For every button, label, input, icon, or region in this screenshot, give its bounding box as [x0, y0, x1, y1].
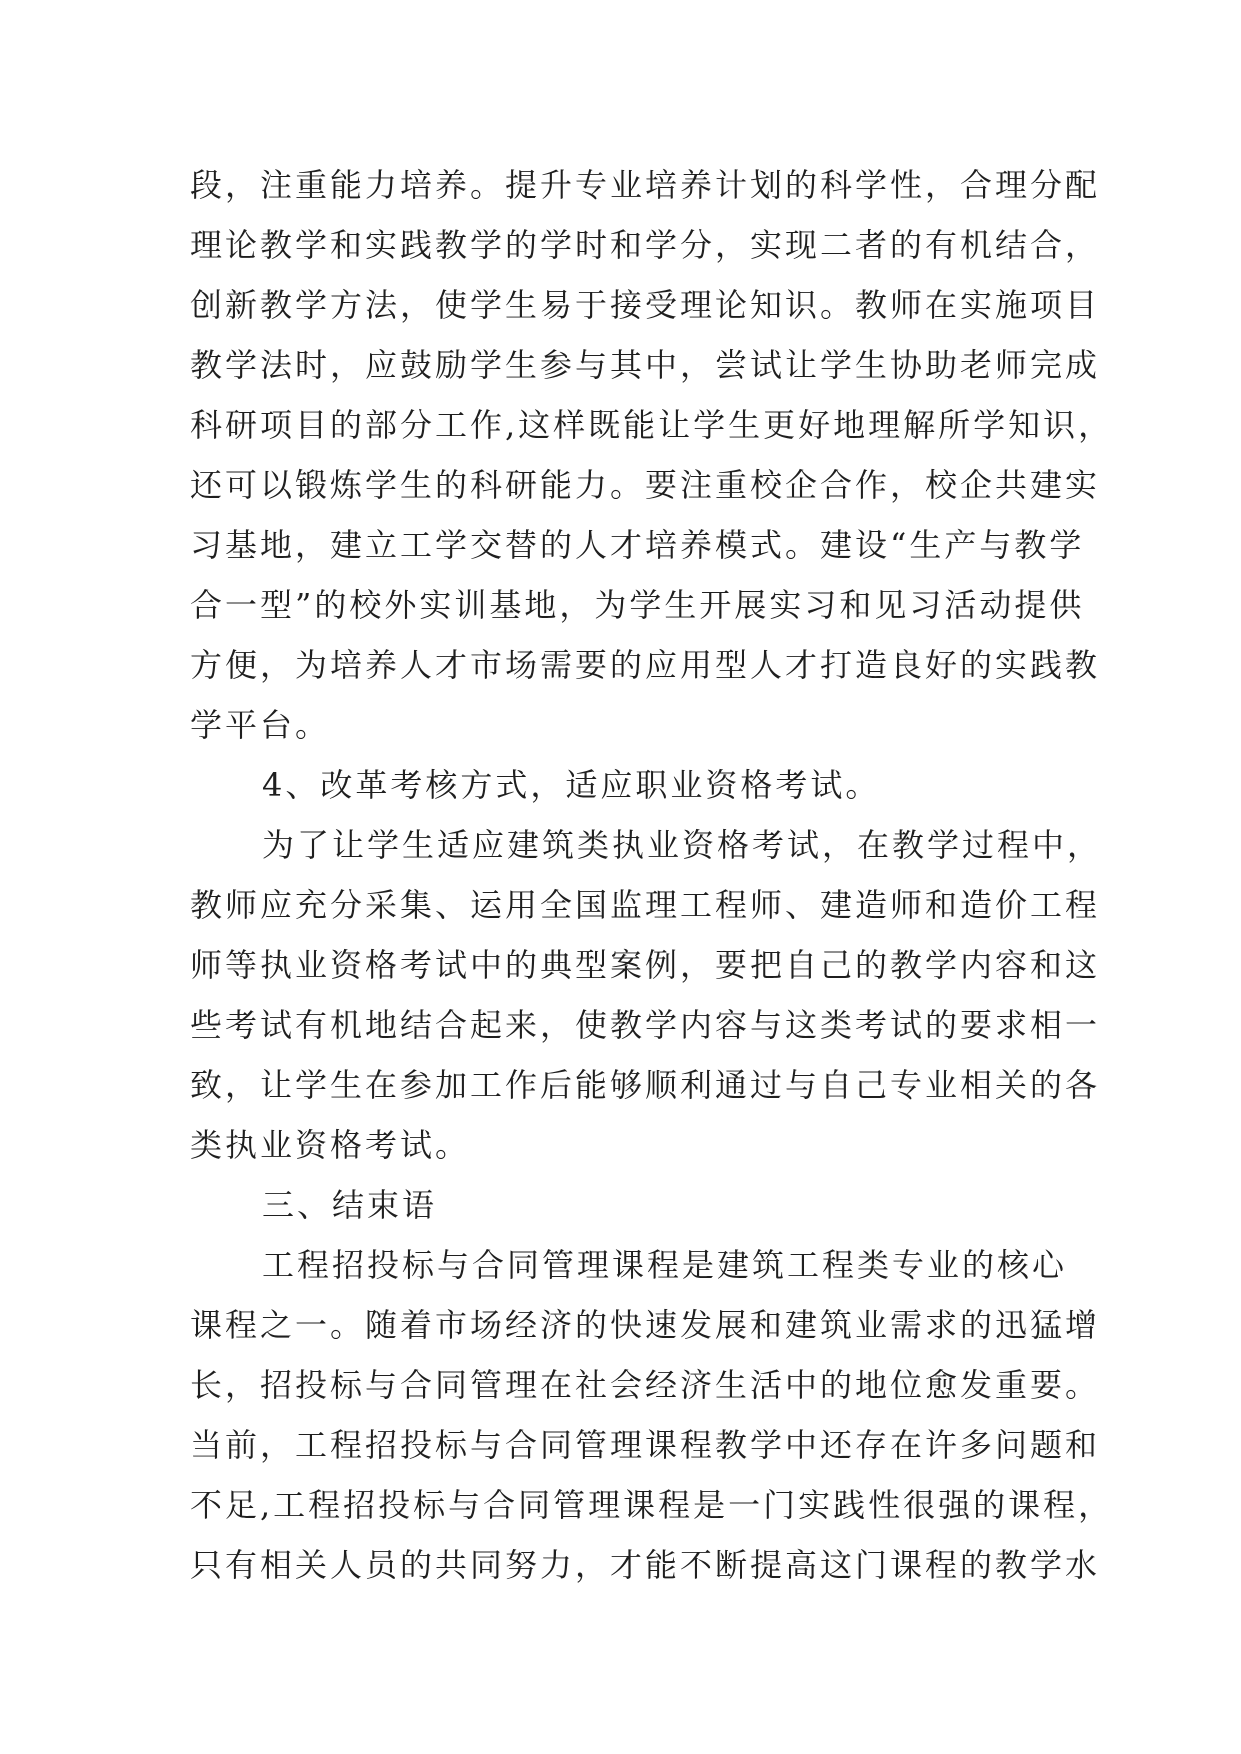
text-line: 科研项目的部分工作,这样既能让学生更好地理解所学知识，: [190, 406, 1114, 444]
paragraph: [190, 1235, 1114, 1595]
text-line: 工程招投标与合同管理课程是建筑工程类专业的核心: [262, 1246, 1068, 1284]
text-line: 段，注重能力培养。提升专业培养计划的科学性，合理分配: [190, 166, 1101, 204]
text-line: 还可以锻炼学生的科研能力。要注重校企合作，校企共建实: [190, 466, 1101, 504]
text-line: 教学法时，应鼓励学生参与其中，尝试让学生协助老师完成: [190, 346, 1101, 384]
document-body: [190, 155, 1114, 1595]
text-line: 理论教学和实践教学的学时和学分，实现二者的有机结合，: [190, 226, 1101, 264]
text-line: 方便，为培养人才市场需要的应用型人才打造良好的实践教: [190, 646, 1101, 684]
section-heading: [190, 755, 1065, 815]
text-line: 师等执业资格考试中的典型案例，要把自己的教学内容和这: [190, 946, 1101, 984]
text-line: 当前，工程招投标与合同管理课程教学中还存在许多问题和: [190, 1426, 1101, 1464]
text-line: 些考试有机地结合起来，使教学内容与这类考试的要求相一: [190, 1006, 1101, 1044]
text-line: 只有相关人员的共同努力，才能不断提高这门课程的教学水: [190, 1546, 1101, 1584]
text-line: 创新教学方法，使学生易于接受理论知识。教师在实施项目: [190, 286, 1101, 324]
text-line: 为了让学生适应建筑类执业资格考试，在教学过程中，: [262, 826, 1103, 864]
paragraph: [190, 815, 1103, 1175]
text-line: 合一型”的校外实训基地，为学生开展实习和见习活动提供: [190, 586, 1085, 624]
text-line: 长，招投标与合同管理在社会经济生活中的地位愈发重要。: [190, 1366, 1101, 1404]
section-heading: [190, 1175, 1065, 1235]
text-line: 课程之一。随着市场经济的快速发展和建筑业需求的迅猛增: [190, 1306, 1101, 1344]
text-line: 4、改革考核方式，适应职业资格考试。: [262, 766, 881, 804]
text-line: 不足,工程招投标与合同管理课程是一门实践性很强的课程，: [190, 1486, 1114, 1524]
text-line: 习基地，建立工学交替的人才培养模式。建设“生产与教学: [190, 526, 1085, 564]
text-line: 三、结束语: [262, 1186, 438, 1224]
paragraph: [190, 155, 1114, 755]
text-line: 类执业资格考试。: [190, 1126, 471, 1164]
text-line: 学平台。: [190, 706, 331, 744]
text-line: 致，让学生在参加工作后能够顺利通过与自己专业相关的各: [190, 1066, 1101, 1104]
text-line: 教师应充分采集、运用全国监理工程师、建造师和造价工程: [190, 886, 1101, 924]
